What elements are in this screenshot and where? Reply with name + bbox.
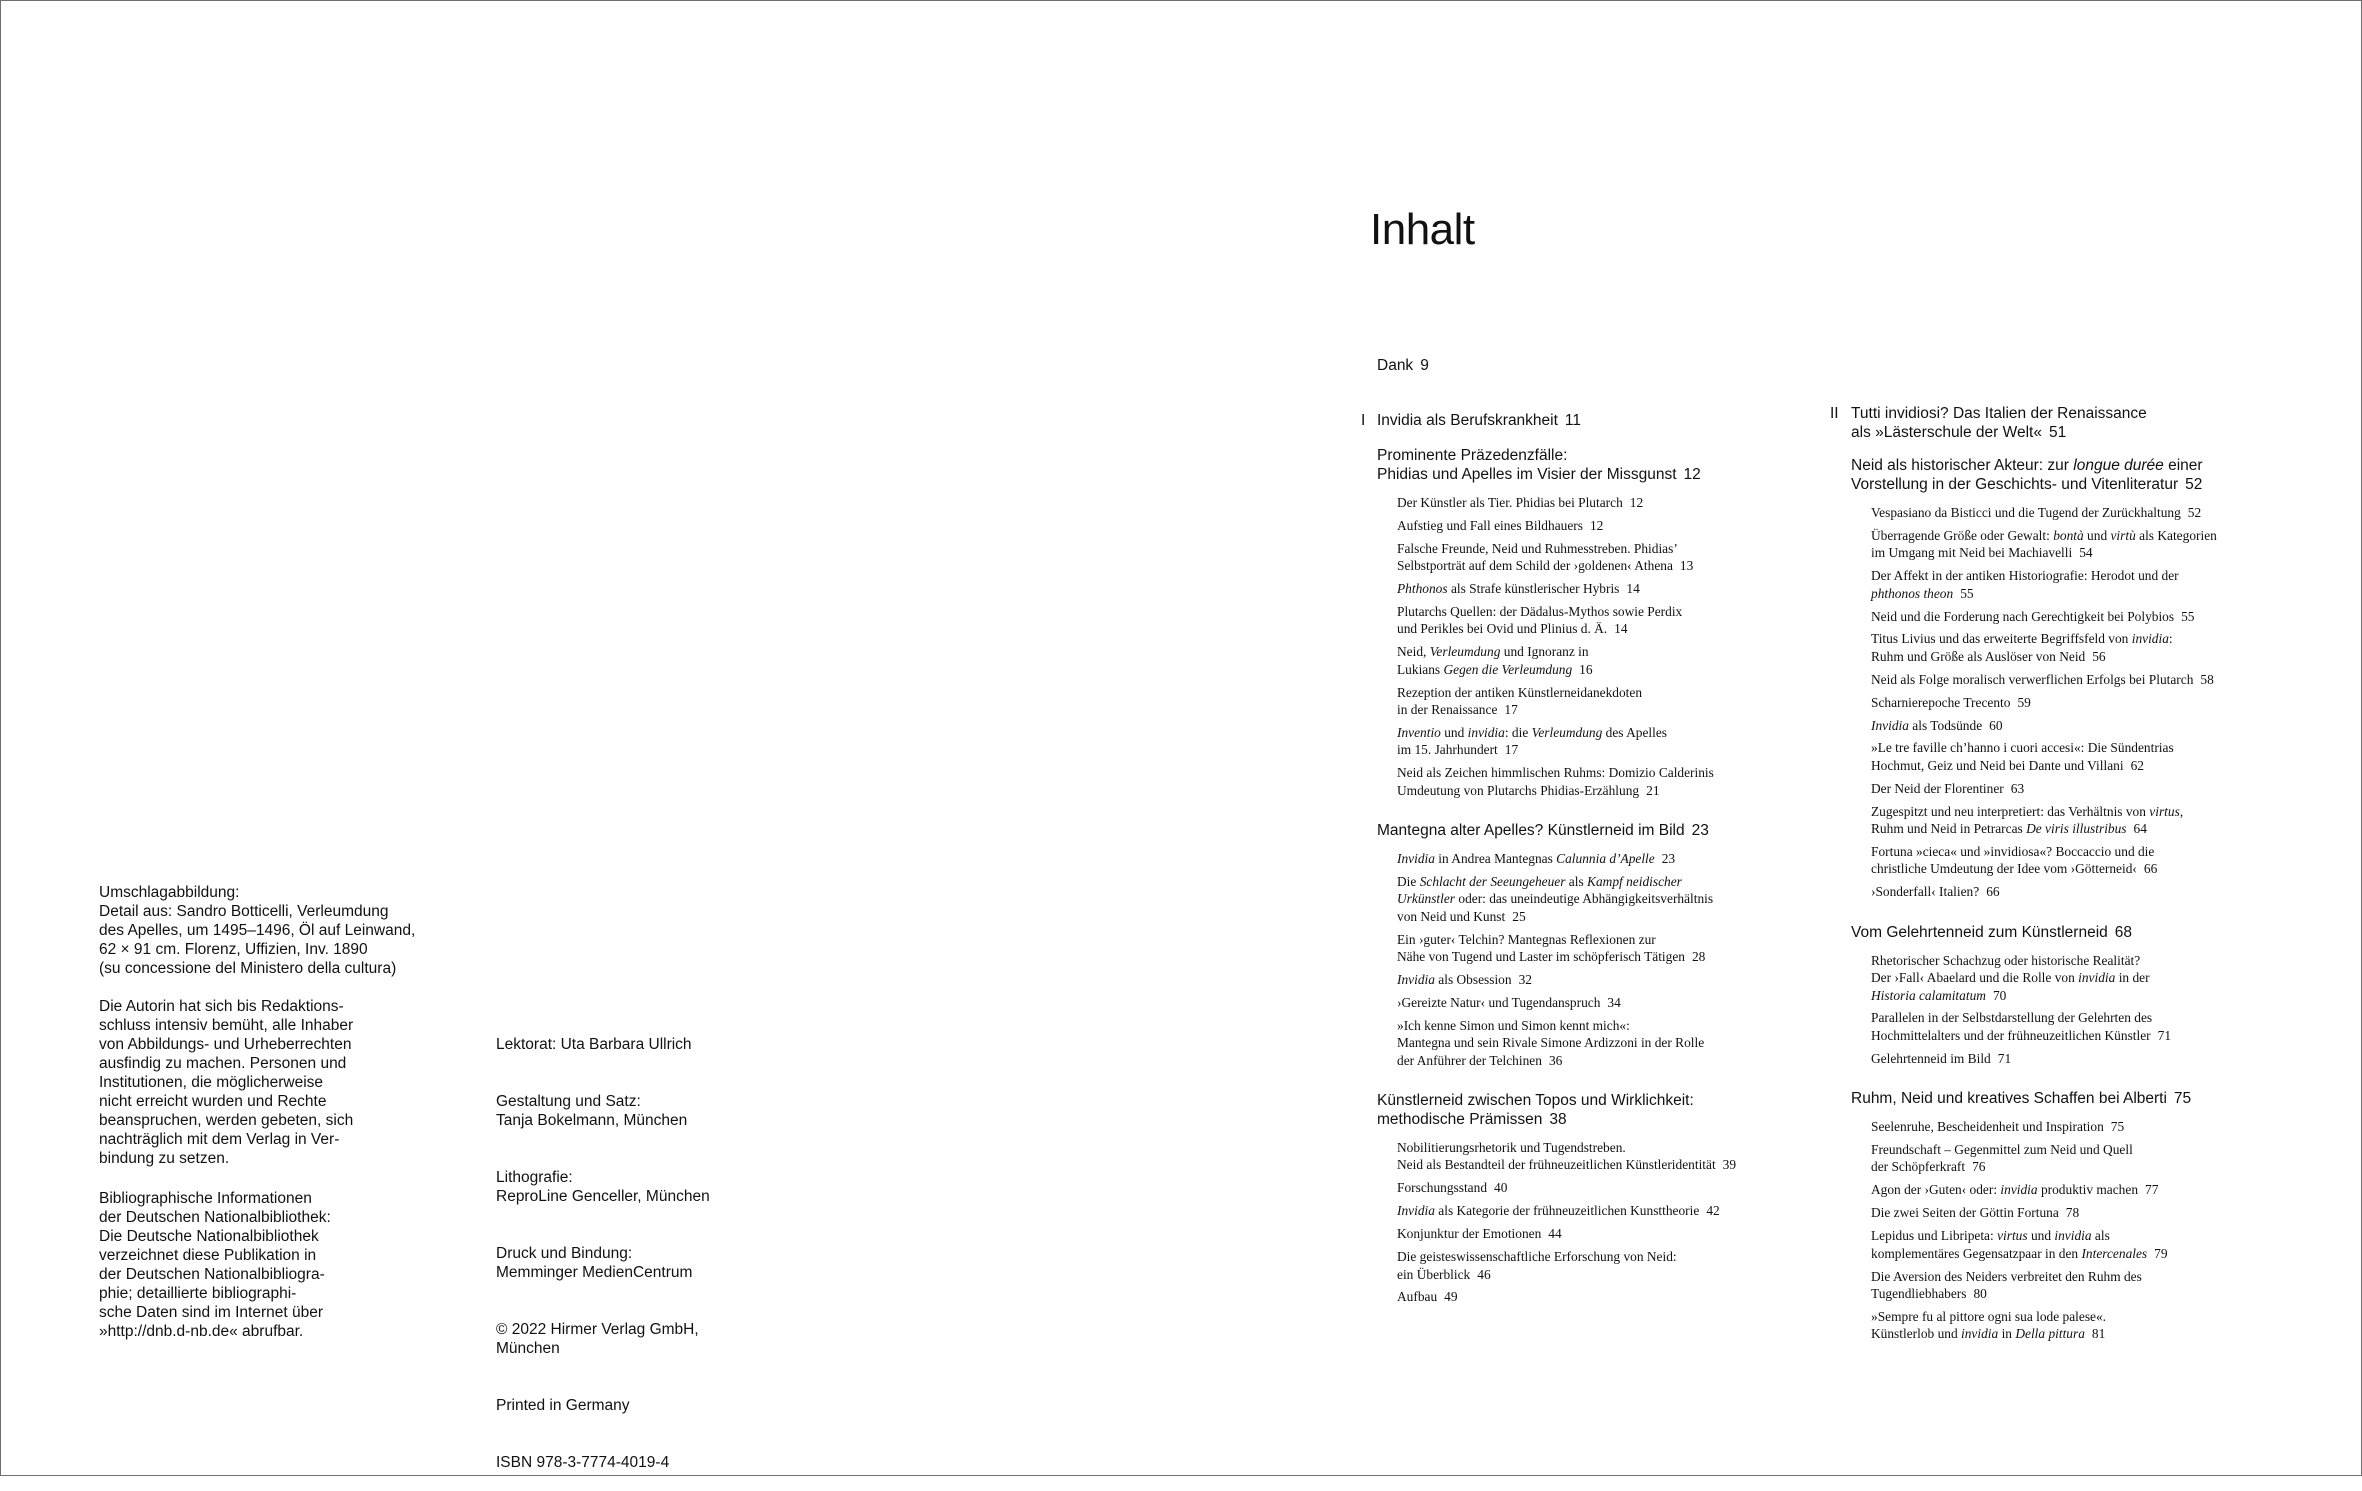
toc-entry-text: Falsche Freunde, Neid und Ruhmesstreben. Phidias’ Selbstporträt auf dem Schild der ›goldenen‹ Athena [1397, 540, 1678, 574]
toc-entry-page: 79 [2154, 1245, 2168, 1261]
toc-entry-text: Fortuna »cieca« und »invidiosa«? Boccaccio und die christliche Umdeutung der Idee vom ›Götterneid‹ [1871, 844, 2155, 877]
toc-dank-label: Dank [1377, 357, 1414, 374]
toc-entry [1871, 1181, 2330, 1198]
toc-section [1377, 446, 1841, 799]
toc-entry [1397, 873, 1841, 925]
toc-entry-page: 14 [1626, 581, 1640, 597]
toc-entry [1871, 803, 2330, 838]
toc-section-heading-text: Mantegna alter Apelles? Künstlerneid im Bild [1377, 822, 1685, 840]
toc-entry [1871, 527, 2330, 562]
toc-title: Inhalt [1370, 205, 1475, 254]
toc-entry [1871, 504, 2330, 521]
imprint [496, 1016, 796, 1491]
toc-part-1 [1361, 411, 1841, 1311]
toc-dank-page: 9 [1420, 357, 1429, 374]
toc-entry [1871, 1118, 2330, 1135]
toc-entry-text: »Ich kenne Simon und Simon kennt mich«: Mantegna und sein Rivale Simone Ardizzoni in der Rolle der Anführer der Telchinen [1397, 1017, 1705, 1068]
toc-entry [1871, 608, 2330, 625]
toc-entry-text: Rezeption der antiken Künstlerneidanekdoten in der Renaissance [1397, 684, 1643, 718]
toc-entry-page: 77 [2145, 1182, 2159, 1198]
toc-entry-page: 12 [1629, 495, 1644, 510]
toc-section-page: 75 [2173, 1090, 2192, 1108]
toc-entry [1397, 540, 1841, 575]
toc-part-2-page: 51 [2048, 424, 2067, 441]
toc-entry-page: 64 [2133, 821, 2147, 837]
toc-part-2-numeral: II [1830, 405, 1839, 422]
toc-entry-text: Titus Livius und das erweiterte Begriffsfeld von invidia: Ruhm und Größe als Auslöser von Neid [1871, 631, 2173, 664]
imprint-printing: Druck und Bindung: Memminger MedienCentrum [496, 1245, 693, 1281]
toc-section-heading-text: Neid als historischer Akteur: zur longue durée einer Vorstellung in der Geschichts- und Vitenliteratur [1851, 457, 2203, 493]
toc-dank [1377, 356, 1429, 375]
imprint-printed-in: Printed in Germany [496, 1397, 630, 1414]
toc-entry [1397, 1139, 1841, 1174]
toc-entry-page: 25 [1512, 908, 1526, 924]
imprint-lithography: Lithografie: ReproLine Genceller, München [496, 1169, 710, 1205]
toc-entry-page: 56 [2092, 648, 2106, 664]
toc-part-1-numeral: I [1361, 412, 1366, 429]
toc-entry-page: 49 [1444, 1289, 1458, 1305]
toc-section-heading [1851, 1089, 2330, 1108]
toc-entry-page: 54 [2079, 545, 2093, 561]
toc-entry [1397, 1288, 1841, 1305]
toc-entry-page: 78 [2065, 1205, 2080, 1221]
toc-entry-text: Die Schlacht der Seeungeheuer als Kampf neidischer Urkünstler oder: das uneindeutige Abhängigkeitsverhältnis von Neid und Kunst [1397, 874, 1714, 924]
toc-entry [1871, 1009, 2330, 1044]
toc-part-2-label: Tutti invidiosi? Das Italien der Renaissance als »Lästerschule der Welt« [1851, 405, 2147, 441]
toc-entry [1871, 780, 2330, 797]
toc-entry-text: Lepidus und Libripeta: virtus und invidia als komplementäres Gegensatzpaar in den Intercenales [1871, 1228, 2148, 1261]
toc-entry-page: 21 [1646, 782, 1660, 798]
toc-entry-text: Inventio und invidia: die Verleumdung des Apelles im 15. Jahrhundert [1397, 724, 1668, 758]
toc-section-heading [1851, 923, 2330, 942]
toc-entry [1871, 671, 2330, 688]
toc-entry [1397, 643, 1841, 678]
toc-entry-text: Aufbau [1397, 1289, 1438, 1305]
toc-entry-page: 75 [2110, 1119, 2125, 1135]
toc-entry-text: Aufstieg und Fall eines Bildhauers [1397, 517, 1583, 533]
toc-entry [1397, 1225, 1841, 1242]
toc-entry-text: Zugespitzt und neu interpretiert: das Verhältnis von virtus, Ruhm und Neid in Petrarcas De viris illustribus [1871, 803, 2184, 837]
toc-entry-page: 44 [1548, 1226, 1562, 1242]
toc-entry-text: »Sempre fu al pittore ogni sua lode palese«. Künstlerlob und invidia in Della pittura [1871, 1308, 2107, 1342]
toc-entry-page: 59 [2017, 694, 2031, 710]
toc-entry [1397, 1248, 1841, 1283]
toc-entry-page: 55 [2181, 608, 2195, 624]
toc-entry [1871, 694, 2330, 711]
toc-entry-text: Rhetorischer Schachzug oder historische Realität? Der ›Fall‹ Abaelard und die Rolle von invidia in der Historia calamitatum [1871, 952, 2150, 1003]
toc-entry-text: Der Affekt in der antiken Historiografie: Herodot und der phthonos theon [1871, 568, 2179, 601]
toc-entry-page: 13 [1679, 558, 1694, 574]
toc-entry-text: Der Künstler als Tier. Phidias bei Plutarch [1397, 495, 1623, 510]
toc-entry [1397, 764, 1841, 799]
toc-section-heading-text: Prominente Präzedenzfälle: Phidias und Apelles im Visier der Missgunst [1377, 447, 1677, 483]
toc-entry-text: Neid als Zeichen himmlischen Ruhms: Domizio Calderinis Umdeutung von Plutarchs Phidias-Erzählung [1397, 765, 1714, 798]
toc-part-1-page: 11 [1564, 412, 1582, 429]
toc-entry [1397, 684, 1841, 719]
toc-entry-text: Forschungsstand [1397, 1180, 1488, 1196]
toc-entry-text: Seelenruhe, Bescheidenheit und Inspiration [1871, 1119, 2104, 1135]
toc-part-1-label: Invidia als Berufskrankheit [1377, 412, 1558, 429]
toc-entry-page: 17 [1504, 742, 1519, 758]
toc-entry-text: Invidia als Todsünde [1871, 717, 1983, 733]
toc-entry [1871, 567, 2330, 602]
toc-entry [1871, 1050, 2330, 1067]
toc-entry-list [1377, 494, 1841, 799]
toc-entry-page: 36 [1548, 1052, 1563, 1068]
toc-entry-page: 42 [1706, 1203, 1720, 1219]
toc-entry-page: 34 [1607, 994, 1621, 1010]
toc-section-heading [1377, 1091, 1841, 1129]
toc-entry-page: 14 [1614, 621, 1628, 637]
toc-entry-page: 40 [1494, 1180, 1508, 1196]
toc-entry-text: Plutarchs Quellen: der Dädalus-Mythos sowie Perdix und Perikles bei Ovid und Plinius d. Ä. [1397, 604, 1683, 637]
toc-section-page: 52 [2185, 476, 2203, 493]
toc-entry [1397, 971, 1841, 988]
toc-part-2 [1830, 404, 2330, 1348]
toc-entry [1397, 1179, 1841, 1196]
toc-section-heading [1377, 821, 1841, 840]
toc-entry-page: 71 [2157, 1027, 2172, 1043]
toc-entry-text: Vespasiano da Bisticci und die Tugend der Zurückhaltung [1871, 505, 2181, 520]
toc-section-page: 23 [1691, 822, 1709, 840]
toc-entry-list [1851, 952, 2330, 1067]
toc-entry [1397, 517, 1841, 534]
toc-entry-page: 23 [1661, 851, 1676, 867]
toc-entry [1871, 1141, 2330, 1176]
toc-entry [1397, 580, 1841, 597]
toc-section [1851, 456, 2330, 901]
toc-entry-text: Überragende Größe oder Gewalt: bontà und virtù als Kategorien im Umgang mit Neid bei Machiavelli [1871, 527, 2217, 561]
toc-entry-page: 62 [2130, 757, 2144, 773]
toc-entry-page: 81 [2091, 1326, 2106, 1342]
toc-entry-page: 70 [1992, 987, 2007, 1003]
imprint-copyright: © 2022 Hirmer Verlag GmbH, München [496, 1321, 699, 1357]
toc-entry-page: 80 [1973, 1285, 1987, 1301]
toc-entry-list [1377, 850, 1841, 1069]
toc-section-heading-text: Vom Gelehrtenneid zum Künstlerneid [1851, 923, 2108, 941]
toc-entry-text: Parallelen in der Selbstdarstellung der Gelehrten des Hochmittelalters und der frühneuzeitlichen Künstler [1871, 1010, 2153, 1043]
toc-section-page: 12 [1683, 466, 1701, 483]
toc-entry-page: 76 [1972, 1159, 1986, 1175]
toc-entry-text: Ein ›guter‹ Telchin? Mantegnas Reflexionen zur Nähe von Tugend und Laster im schöpferisch Tätigen [1397, 931, 1685, 965]
toc-entry-page: 52 [2187, 505, 2202, 520]
toc-section-page: 68 [2114, 923, 2133, 941]
bibliographic-info: Bibliographische Informationen der Deutschen Nationalbibliothek: Die Deutsche Nationalbibliothek verzeichnet diese Publikation in der Deutschen Nationalbibliogra- phie; detaillierte bibliographi- sche Daten sind im Internet über »http://dnb.d-nb.de« abrufbar. [99, 1190, 331, 1340]
toc-entry [1397, 994, 1841, 1011]
toc-entry-page: 55 [1960, 585, 1974, 601]
toc-entry-text: Der Neid der Florentiner [1871, 780, 2004, 796]
toc-section-heading-text: Künstlerneid zwischen Topos und Wirklichkeit: methodische Prämissen [1377, 1092, 1694, 1129]
toc-entry [1397, 603, 1841, 638]
toc-entry [1397, 931, 1841, 966]
toc-entry-page: 16 [1579, 661, 1593, 677]
toc-part-2-heading [1830, 404, 2330, 442]
toc-entry-list [1851, 1118, 2330, 1342]
toc-entry-text: Neid als Folge moralisch verwerflichen Erfolgs bei Plutarch [1871, 671, 2194, 687]
imprint-design: Gestaltung und Satz: Tanja Bokelmann, München [496, 1093, 688, 1129]
toc-entry-page: 71 [1997, 1050, 2012, 1066]
toc-entry [1871, 739, 2330, 774]
toc-part-1-heading [1361, 411, 1841, 430]
toc-entry [1871, 952, 2330, 1004]
toc-entry [1871, 717, 2330, 734]
toc-entry-page: 58 [2200, 671, 2214, 687]
toc-entry-text: Invidia in Andrea Mantegnas Calunnia d’Apelle [1397, 851, 1655, 867]
imprint-isbn: ISBN 978-3-7774-4019-4 [496, 1454, 670, 1471]
rights-notice: Die Autorin hat sich bis Redaktions- schluss intensiv bemüht, alle Inhaber von Abbildungs- und Urheberrechten ausfindig zu machen. Personen und Institutionen, die möglicherweise nicht erreicht wurden und Rechte beanspruchen, werden gebeten, sich nachträglich mit dem Verlag in Ver- bindung zu setzen. [99, 998, 354, 1167]
toc-entry-page: 66 [1986, 884, 2000, 900]
imprint-editor: Lektorat: Uta Barbara Ullrich [496, 1036, 692, 1053]
toc-entry [1397, 850, 1841, 867]
toc-section [1377, 821, 1841, 1069]
toc-entry [1871, 883, 2330, 900]
toc-entry [1397, 1017, 1841, 1069]
toc-entry-page: 17 [1504, 702, 1518, 718]
toc-entry-text: Freundschaft – Gegenmittel zum Neid und Quell der Schöpferkraft [1871, 1142, 2133, 1175]
toc-entry-page: 46 [1477, 1266, 1491, 1282]
toc-part-2-sections [1830, 456, 2330, 1343]
toc-entry-page: 63 [2010, 780, 2025, 796]
toc-entry-text: Konjunktur der Emotionen [1397, 1226, 1542, 1242]
toc-entry-text: Neid und die Forderung nach Gerechtigkeit bei Polybios [1871, 608, 2175, 624]
toc-entry-text: Gelehrtenneid im Bild [1871, 1050, 1991, 1066]
toc-section [1851, 923, 2330, 1067]
toc-section-page: 38 [1549, 1111, 1567, 1129]
toc-entry [1871, 1204, 2330, 1221]
toc-entry-list [1851, 504, 2330, 901]
toc-entry [1397, 724, 1841, 759]
toc-entry-text: Die zwei Seiten der Göttin Fortuna [1871, 1205, 2059, 1221]
toc-entry-text: Agon der ›Guten‹ oder: invidia produktiv machen [1871, 1182, 2139, 1198]
toc-section [1851, 1089, 2330, 1342]
toc-entry [1871, 1268, 2330, 1303]
toc-entry [1397, 1202, 1841, 1219]
toc-section-heading-text: Ruhm, Neid und kreatives Schaffen bei Alberti [1851, 1090, 2167, 1108]
toc-section-heading [1377, 446, 1841, 484]
toc-entry-text: Die geisteswissenschaftliche Erforschung von Neid: ein Überblick [1397, 1249, 1677, 1282]
toc-entry-page: 12 [1589, 517, 1604, 533]
toc-entry-text: ›Sonderfall‹ Italien? [1871, 884, 1980, 900]
toc-entry-text: Nobilitierungsrhetorik und Tugendstreben. Neid als Bestandteil der frühneuzeitlichen Künstleridentität [1397, 1140, 1716, 1173]
toc-entry [1397, 494, 1841, 511]
toc-entry [1871, 1308, 2330, 1343]
toc-entry-page: 32 [1518, 972, 1532, 988]
toc-entry-text: Neid, Verleumdung und Ignoranz in Lukians Gegen die Verleumdung [1397, 644, 1589, 677]
toc-entry-text: »Le tre faville ch’hanno i cuori accesi«: Die Sündentrias Hochmut, Geiz und Neid bei Dante und Villani [1871, 740, 2174, 773]
toc-entry-page: 66 [2143, 861, 2158, 877]
toc-section [1377, 1091, 1841, 1306]
toc-entry [1871, 843, 2330, 878]
toc-part-1-sections [1361, 446, 1841, 1306]
toc-entry-list [1377, 1139, 1841, 1306]
toc-entry-page: 60 [1989, 717, 2003, 733]
toc-entry-text: Invidia als Obsession [1397, 972, 1512, 988]
toc-section-heading [1851, 456, 2330, 494]
toc-entry-text: Scharnierepoche Trecento [1871, 694, 2011, 710]
toc-entry-page: 28 [1691, 949, 1706, 965]
toc-entry [1871, 1227, 2330, 1262]
toc-entry-text: Invidia als Kategorie der frühneuzeitlichen Kunsttheorie [1397, 1203, 1700, 1219]
cover-credit: Umschlagabbildung: Detail aus: Sandro Botticelli, Verleumdung des Apelles, um 1495–1496, Öl auf Leinwand, 62 × 91 cm. Florenz, Uffizien, Inv. 1890 (su concessione del Ministero della cultura) [99, 884, 416, 977]
toc-entry [1871, 630, 2330, 665]
toc-entry-text: Phthonos als Strafe künstlerischer Hybris [1397, 581, 1620, 597]
toc-entry-page: 39 [1722, 1157, 1737, 1173]
toc-entry-text: Die Aversion des Neiders verbreitet den Ruhm des Tugendliebhabers [1871, 1268, 2142, 1301]
toc-entry-text: ›Gereizte Natur‹ und Tugendanspruch [1397, 994, 1601, 1010]
